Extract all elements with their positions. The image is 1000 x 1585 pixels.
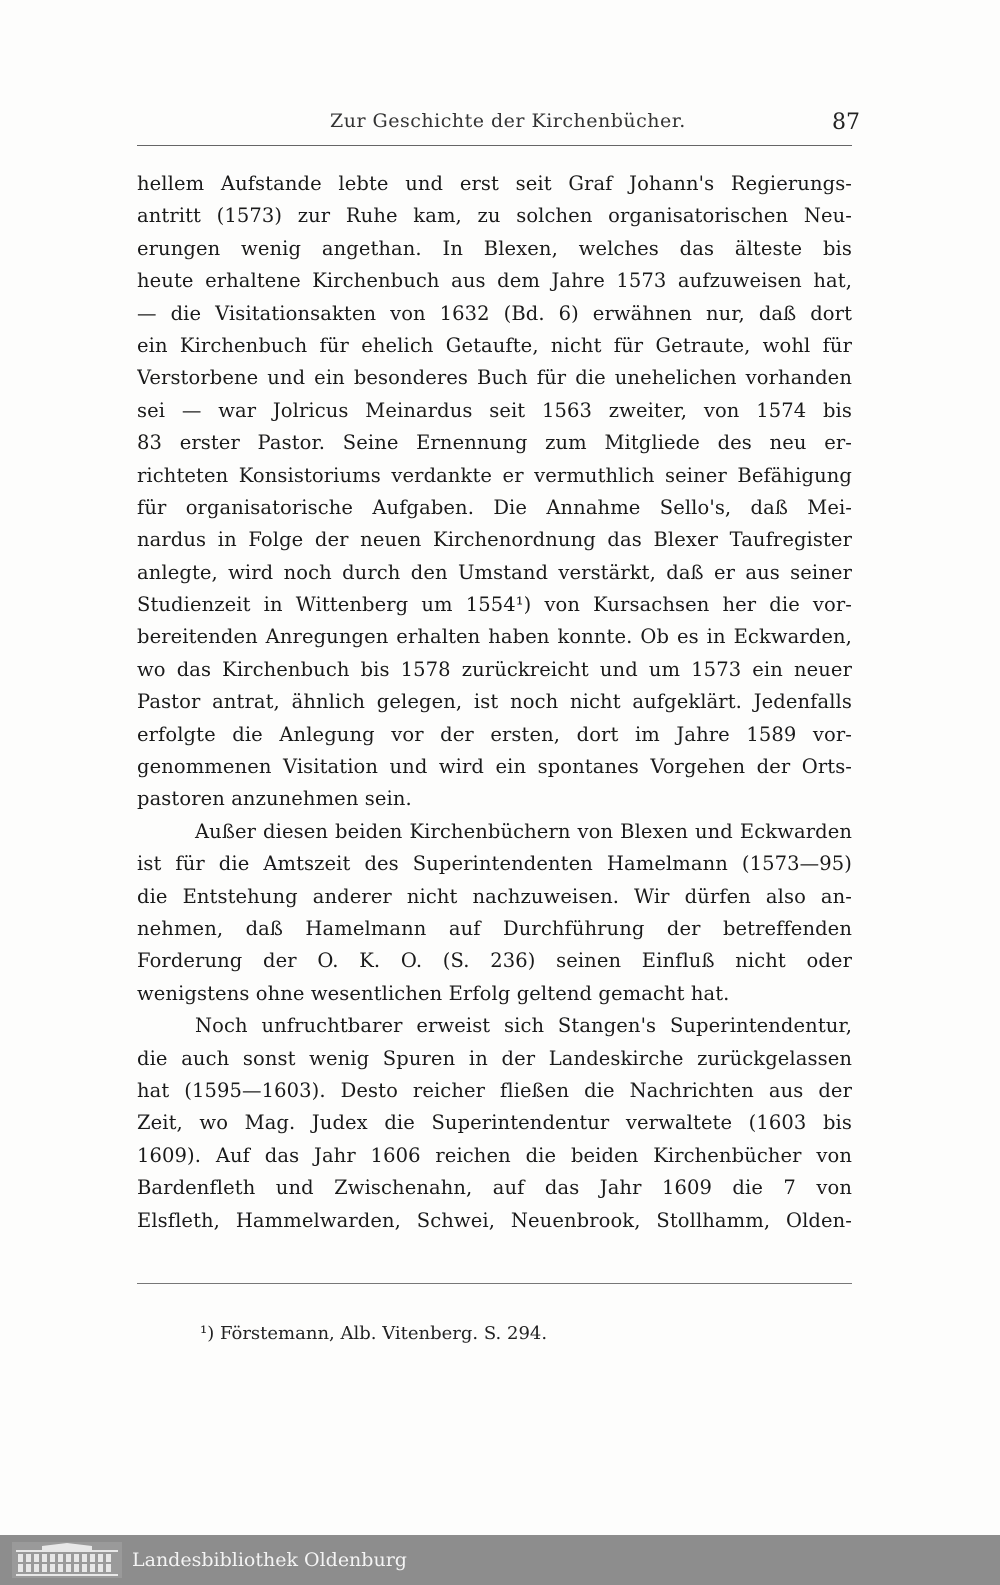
library-footer-bar bbox=[0, 1535, 1000, 1585]
footnote-rule bbox=[137, 1283, 852, 1284]
text-line: hellem Aufstande lebte und erst seit Graf Johann's Regierungs- bbox=[137, 172, 852, 195]
text-line: bereitenden Anregungen erhalten haben konnte. Ob es in Eckwarden, bbox=[137, 625, 852, 649]
text-line: ist für die Amtszeit des Superintendenten Hamelmann (1573—95) bbox=[137, 852, 852, 876]
text-line: antritt (1573) zur Ruhe kam, zu solchen organisatorischen Neu- bbox=[137, 204, 852, 228]
text-line: richteten Konsistoriums verdankte er vermuthlich seiner Befähigung bbox=[137, 463, 852, 487]
text-line: sei — war Jolricus Meinardus seit 1563 zweiter, von 1574 bis bbox=[137, 398, 852, 422]
library-building-icon bbox=[12, 1542, 122, 1578]
text-line: erungen wenig angethan. In Blexen, welches das älteste bis bbox=[137, 236, 852, 260]
text-line: 1609). Auf das Jahr 1606 reichen die beiden Kirchenbücher von bbox=[137, 1143, 852, 1167]
text-line: die auch sonst wenig Spuren in der Landeskirche zurückgelassen bbox=[137, 1046, 852, 1070]
text-line: die Entstehung anderer nicht nachzuweisen. Wir dürfen also an- bbox=[137, 884, 852, 908]
text-line: Außer diesen beiden Kirchenbüchern von Blexen und Eckwarden bbox=[195, 819, 852, 843]
running-head: Zur Geschichte der Kirchenbücher. bbox=[330, 110, 686, 132]
text-line: wo das Kirchenbuch bis 1578 zurückreicht und um 1573 ein neuer bbox=[137, 657, 852, 681]
text-line: — die Visitationsakten von 1632 (Bd. 6) erwähnen nur, daß dort bbox=[137, 301, 852, 325]
footnote bbox=[200, 1323, 547, 1344]
text-line: Noch unfruchtbarer erweist sich Stangen's Superintendentur, bbox=[195, 1014, 852, 1038]
text-line: Forderung der O. K. O. (S. 236) seinen Einfluß nicht oder bbox=[137, 949, 852, 973]
text-line: ein Kirchenbuch für ehelich Getaufte, nicht für Getraute, wohl für bbox=[137, 333, 852, 357]
text-line: genommenen Visitation und wird ein spontanes Vorgehen der Orts- bbox=[137, 755, 852, 779]
text-line: nehmen, daß Hamelmann auf Durchführung der betreffenden bbox=[137, 916, 852, 940]
text-line: Elsfleth, Hammelwarden, Schwei, Neuenbrook, Stollhamm, Olden- bbox=[137, 1208, 852, 1232]
body-text bbox=[137, 168, 852, 1237]
text-line: anlegte, wird noch durch den Umstand verstärkt, daß er aus seiner bbox=[137, 560, 852, 584]
text-line: heute erhaltene Kirchenbuch aus dem Jahre 1573 aufzuweisen hat, bbox=[137, 269, 852, 293]
text-line: erfolgte die Anlegung vor der ersten, dort im Jahre 1589 vor- bbox=[137, 722, 852, 746]
text-line: Zeit, wo Mag. Judex die Superintendentur verwaltete (1603 bis bbox=[137, 1111, 852, 1135]
text-line: nardus in Folge der neuen Kirchenordnung das Blexer Taufregister bbox=[137, 528, 852, 552]
text-line: Studienzeit in Wittenberg um 1554¹) von Kursachsen her die vor- bbox=[137, 593, 852, 617]
text-line: 83 erster Pastor. Seine Ernennung zum Mitgliede des neu er- bbox=[137, 431, 852, 455]
text-line: wenigstens ohne wesentlichen Erfolg geltend gemacht hat. bbox=[137, 981, 730, 1005]
header-rule bbox=[137, 145, 852, 146]
page-number: 87 bbox=[832, 110, 860, 135]
text-line: hat (1595—1603). Desto reicher fließen die Nachrichten aus der bbox=[137, 1078, 852, 1102]
text-line: für organisatorische Aufgaben. Die Annahme Sello's, daß Mei- bbox=[137, 495, 852, 519]
library-name: Landesbibliothek Oldenburg bbox=[132, 1549, 407, 1571]
footnote-text: Förstemann, Alb. Vitenberg. S. 294. bbox=[219, 1323, 548, 1344]
text-line: pastoren anzunehmen sein. bbox=[137, 787, 412, 811]
text-line: Bardenfleth und Zwischenahn, auf das Jahr 1609 die 7 von bbox=[137, 1176, 852, 1200]
text-line: Pastor antrat, ähnlich gelegen, ist noch nicht aufgeklärt. Jedenfalls bbox=[137, 690, 852, 714]
text-line: Verstorbene und ein besonderes Buch für die unehelichen vorhanden bbox=[137, 366, 852, 390]
footnote-mark: ¹) bbox=[200, 1323, 215, 1344]
